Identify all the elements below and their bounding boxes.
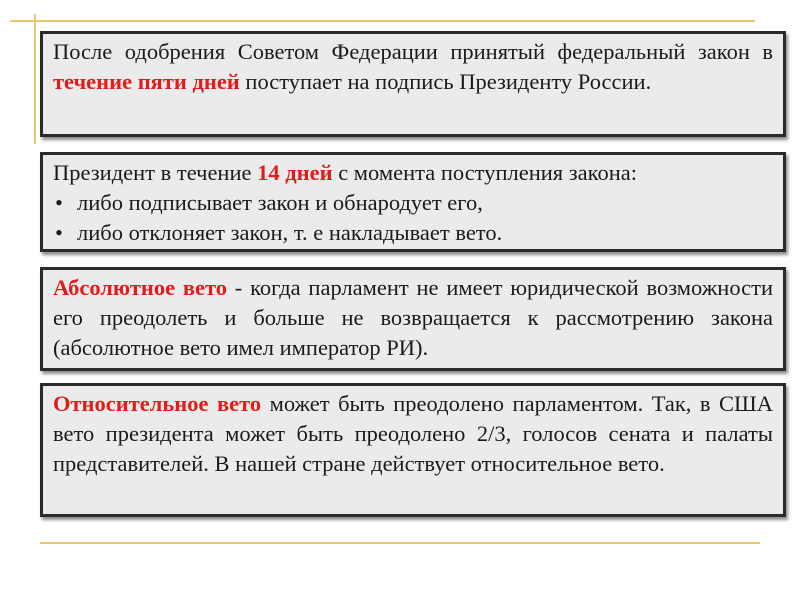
president-intro bbox=[53, 158, 773, 188]
absolute-veto-box bbox=[40, 267, 786, 371]
bottom-decor-line bbox=[40, 542, 760, 544]
absolute-veto-term: Абсолютное вето bbox=[53, 275, 227, 300]
approval-info-box bbox=[40, 31, 786, 137]
absolute-veto-text: - когда парламент не имеет юридической возможности его преодолеть и больше не возвращается к рассмотрению закона (абсолютное вето имел император РИ). bbox=[53, 275, 773, 360]
bullet-icon: • bbox=[55, 190, 63, 215]
bullet-icon: • bbox=[55, 220, 63, 245]
approval-text-part1: После одобрения Советом Федерации принятый федеральный закон в bbox=[53, 39, 773, 64]
left-decor-line bbox=[34, 14, 36, 144]
list-item bbox=[53, 218, 773, 248]
president-actions-box bbox=[40, 152, 786, 252]
president-options-list bbox=[53, 188, 773, 248]
list-item bbox=[53, 188, 773, 218]
president-text-part1: Президент в течение bbox=[53, 160, 258, 185]
relative-veto-text: может быть преодолено парламентом. Так, в США вето президента может быть преодолено 2/3, голосов сената и палаты представителей. В нашей стране действует относительное вето. bbox=[53, 391, 773, 476]
list-item-text: либо отклоняет закон, т. е накладывает вето. bbox=[77, 220, 503, 245]
top-decor-line bbox=[10, 20, 755, 22]
president-text-part2: с момента поступления закона: bbox=[332, 160, 637, 185]
relative-veto-term: Относительное вето bbox=[53, 391, 262, 416]
approval-highlight: течение пяти дней bbox=[53, 69, 240, 94]
approval-text-part2: поступает на подпись Президенту России. bbox=[239, 69, 652, 94]
relative-veto-box bbox=[40, 383, 786, 517]
president-highlight: 14 дней bbox=[257, 160, 333, 185]
list-item-text: либо подписывает закон и обнародует его, bbox=[77, 190, 483, 215]
